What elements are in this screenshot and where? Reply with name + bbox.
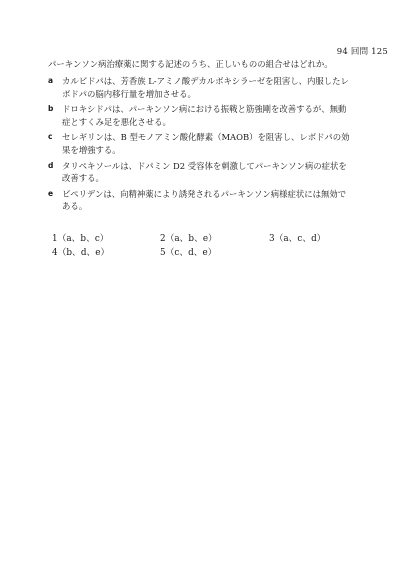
statement-text-line1: ビペリデンは、向精神薬により誘発されるパーキンソン病様症状には無効で [62, 188, 347, 199]
answer-choice-1[interactable]: 1（a、b、c） [52, 234, 109, 244]
statement-e [48, 188, 393, 213]
question-stem: パーキンソン病治療薬に関する記述のうち、正しいものの組合せはどれか。 [48, 59, 333, 69]
answer-choices-row-2 [52, 246, 352, 260]
answer-choice-4[interactable]: 4（b、d、e） [52, 248, 110, 258]
statement-letter: d [48, 160, 54, 170]
answer-choice-5[interactable]: 5（c、d、e） [160, 248, 217, 258]
statement-letter: a [48, 76, 54, 85]
question-number: 94 回問 125 [336, 47, 388, 57]
statement-c [48, 131, 393, 156]
statement-d [48, 160, 393, 185]
statement-text-line2: ボドパの脳内移行量を増加させる。 [62, 88, 196, 99]
answer-choices-row-1 [52, 232, 352, 246]
statement-text-line1: カルビドパは、芳香族 L-アミノ酸デカルボキシラーゼを阻害し、内服したレ [62, 76, 349, 86]
statement-list [48, 75, 393, 216]
answer-choice-2[interactable]: 2（a、b、e） [160, 234, 217, 244]
statement-text-line2: 改善する。 [62, 173, 104, 184]
statement-letter: c [48, 132, 53, 142]
statement-text-line2: 果を増強する。 [62, 144, 121, 155]
statement-letter: b [48, 104, 54, 114]
statement-text-line1: タリペキソールは、ドパミン D2 受容体を刺激してパーキンソン病の症状を [62, 160, 347, 171]
statement-text-line2: ある。 [62, 201, 88, 212]
statement-text-line1: ドロキシドパは、パーキンソン病における振戦と筋強剛を改善するが、無動 [62, 104, 347, 115]
statement-text-line2: 症とすくみ足を悪化させる。 [62, 116, 171, 127]
statement-b [48, 103, 393, 128]
statement-letter: e [48, 188, 54, 198]
answer-choice-3[interactable]: 3（a、c、d） [269, 234, 326, 244]
statement-text-line1: セレギリンは、B 型モノアミン酸化酵素（MAOB）を阻害し、レボドパの効 [62, 132, 350, 143]
answer-choices [52, 232, 352, 260]
statement-a [48, 75, 393, 100]
